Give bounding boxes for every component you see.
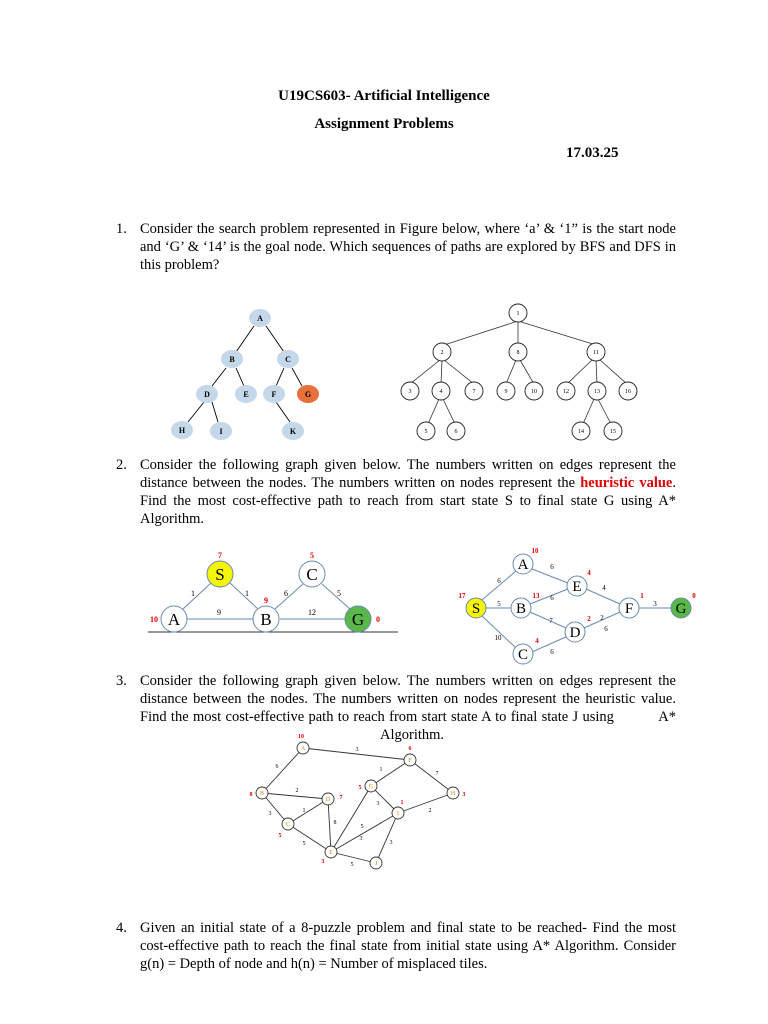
node-label: 2 (440, 350, 444, 356)
edge-weight: 6 (550, 594, 554, 602)
node-label: 9 (504, 389, 508, 395)
edge-weight: 6 (497, 577, 501, 585)
question-number: 2. (116, 457, 127, 473)
heuristic-label: 8 (249, 792, 253, 798)
heuristic-label: 5 (310, 551, 314, 560)
question-number: 3. (116, 673, 127, 689)
node-label: A (300, 746, 306, 752)
edge-weight: 3 (376, 801, 380, 807)
node-label: A (517, 557, 529, 573)
node-label: S (215, 565, 225, 584)
heuristic-label: 13 (532, 592, 540, 600)
text-part: . Find the most cost-effective path to reach from start state S to final state G using A* Algorithm. (140, 475, 676, 527)
node-label: E (243, 390, 249, 399)
node-label: F (624, 601, 634, 617)
edge-weight: 10 (494, 634, 502, 642)
node-label: 14 (578, 429, 584, 435)
node-label: I (397, 811, 399, 817)
node-label: E (572, 579, 582, 595)
heuristic-label: 7 (218, 551, 222, 560)
edge-weight: 12 (308, 608, 316, 617)
node-label: H (178, 426, 186, 435)
node-label: 7 (472, 389, 476, 395)
heuristic-label: 3 (321, 859, 325, 865)
heuristic-label: 0 (376, 615, 380, 624)
question-number: 4. (116, 920, 127, 936)
edge-weight: 4 (602, 584, 606, 592)
node-label: 11 (593, 350, 599, 356)
node-label: D (204, 390, 210, 399)
edge-weight: 3 (268, 811, 272, 817)
node-label: A (167, 610, 181, 629)
edge-weight: 3 (389, 840, 393, 846)
edge-weight: 1 (302, 808, 306, 814)
heuristic-label: 10 (150, 615, 158, 624)
node-label: 6 (454, 429, 458, 435)
node-label: B (260, 610, 272, 629)
node-label: 12 (563, 389, 569, 395)
heuristic-label: 4 (587, 569, 591, 577)
text-part: Consider the following graph given below. The numbers written on edges represent the distance between the nodes. The numbers written on nodes represent the heuristic value. Find the most cost-effective path to reach from start state A to final state J using (140, 673, 676, 725)
node-label: F (271, 390, 277, 399)
node-label: 1 (516, 311, 520, 317)
edge-weight: 9 (217, 608, 221, 617)
node-label: B (259, 791, 265, 797)
edge-weight: 8 (333, 820, 337, 826)
node-label: B (229, 355, 235, 364)
edge-weight: 1 (191, 589, 195, 598)
node-label: G (675, 601, 687, 617)
node-label: H (450, 791, 456, 797)
node-label: 3 (408, 389, 412, 395)
node-label: C (517, 647, 529, 663)
heuristic-label: 2 (587, 615, 591, 623)
heuristic-label: 1 (400, 800, 404, 806)
edge-weight: 6 (604, 625, 608, 633)
node-label: C (285, 822, 291, 828)
node-label: E (329, 850, 333, 856)
heuristic-label: 10 (298, 734, 304, 740)
heuristic-label: 5 (278, 833, 282, 839)
heuristic-label: 4 (535, 637, 539, 645)
edge-weight: 5 (302, 841, 306, 847)
node-label: J (374, 861, 378, 867)
edge-weight: 7 (549, 617, 553, 625)
question-text: Consider the search problem represented in Figure below, where ‘a’ & ‘1” is the start node and ‘G’ & ‘14’ is the goal node. Which sequences of paths are explored by BFS and DFS in this problem? (140, 221, 676, 273)
edge-weight: 2 (428, 808, 432, 814)
question-number: 1. (116, 221, 127, 237)
node-label: 10 (531, 389, 537, 395)
node-label: 8 (516, 350, 520, 356)
node-label: I (219, 427, 223, 436)
heuristic-label: 5 (358, 785, 362, 791)
node-label: G (351, 610, 365, 629)
text-part: Algorithm. (380, 727, 445, 743)
edge-weight: 5 (337, 589, 341, 598)
question-text: Given an initial state of a 8-puzzle problem and final state to be reached- Find the most cost-effective path to reach the final state from initial state using A* Algorithm. Consider g(n) = Depth of node and h(n) = Number of misplaced tiles. (140, 920, 676, 972)
node-label: D (569, 625, 581, 641)
node-label: 15 (610, 429, 616, 435)
node-label: 13 (594, 389, 600, 395)
text-part: Consider the following graph given below. The numbers written on edges represent the distance between the nodes. The numbers written on nodes represent the (140, 457, 676, 491)
document-date: 17.03.25 (566, 145, 619, 161)
edge-weight: 3 (355, 747, 359, 753)
edge-weight: 2 (600, 614, 604, 622)
node-label: 4 (439, 389, 443, 395)
edge-weight: 3 (359, 836, 363, 842)
node-label: A (257, 314, 263, 323)
edge-weight: 1 (245, 589, 249, 598)
heuristic-label: 10 (531, 547, 539, 555)
node-label: G (304, 390, 312, 399)
document-title: U19CS603- Artificial Intelligence (278, 88, 490, 104)
text-part: A* (658, 709, 676, 725)
node-label: K (289, 427, 297, 436)
edge-weight: 6 (275, 764, 279, 770)
node-label: D (325, 797, 331, 803)
node-label: S (471, 601, 481, 617)
node-label: 5 (424, 429, 428, 435)
edge-weight: 5 (350, 862, 354, 868)
node-label: C (285, 355, 291, 364)
heuristic-label: 3 (462, 792, 466, 798)
edge-weight: 5 (497, 600, 501, 608)
edge-weight: 7 (435, 771, 439, 777)
heuristic-label: 7 (339, 795, 343, 801)
node-label: F (408, 758, 412, 764)
edge-weight: 6 (284, 589, 288, 598)
heuristic-label: 6 (408, 746, 412, 752)
heuristic-label: 1 (640, 592, 644, 600)
node-label: C (306, 565, 318, 584)
question-4 (116, 919, 676, 973)
node-label: B (515, 601, 527, 617)
edge-weight: 6 (550, 648, 554, 656)
edge-weight: 3 (653, 600, 657, 608)
heuristic-label: 0 (692, 592, 696, 600)
edge-weight: 6 (550, 563, 554, 571)
edge-weight: 5 (360, 824, 364, 830)
heuristic-label: 9 (264, 596, 268, 605)
edge-weight: 2 (295, 788, 299, 794)
document-subtitle: Assignment Problems (314, 116, 454, 132)
node-label: G (368, 784, 374, 790)
highlighted-term: heuristic value (580, 475, 673, 491)
node-label: 16 (625, 389, 631, 395)
heuristic-label: 17 (458, 592, 466, 600)
edge-weight: 1 (379, 767, 383, 773)
